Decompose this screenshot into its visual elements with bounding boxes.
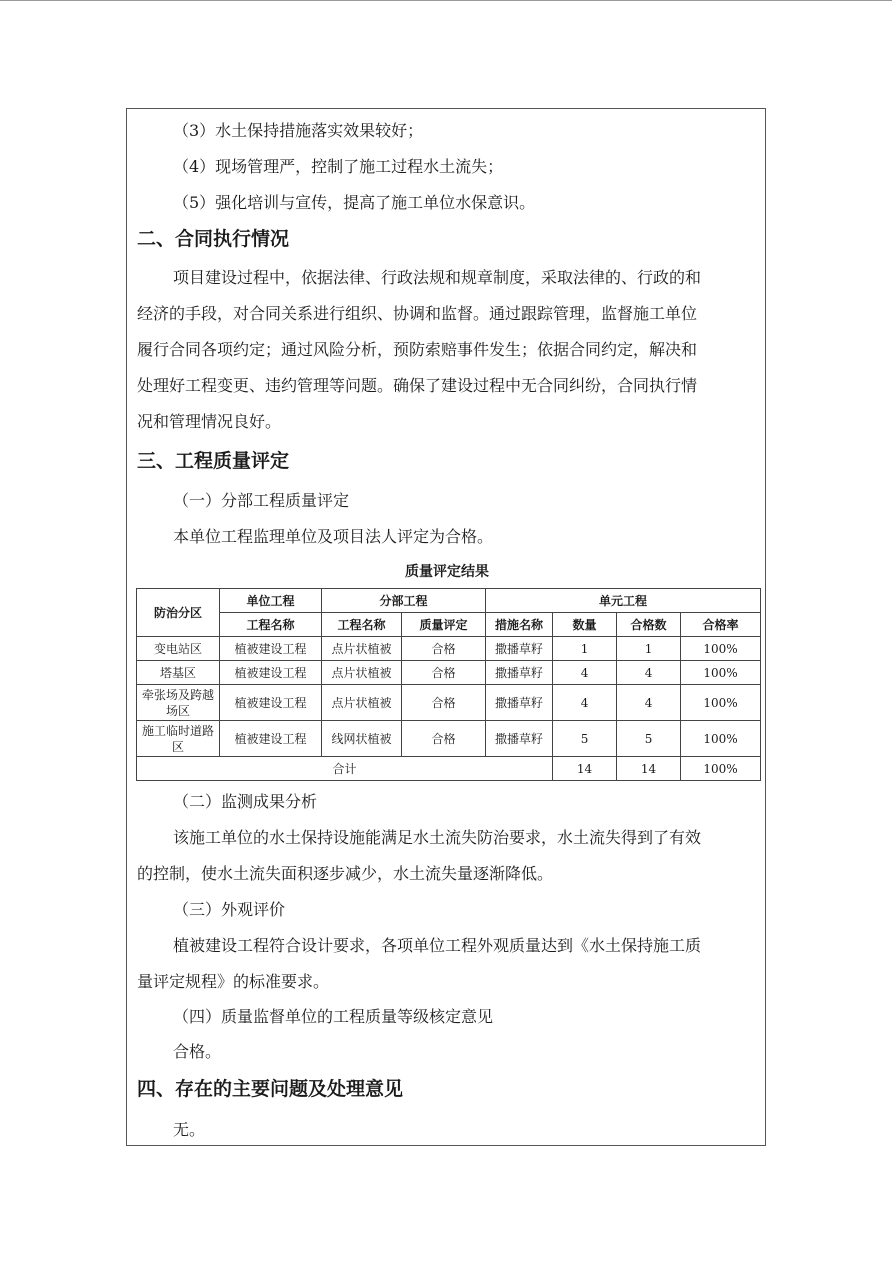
intro-item-3: （3）水土保持措施落实效果较好； xyxy=(173,121,424,140)
section3-sub2: （二）监测成果分析 xyxy=(173,792,318,811)
table-row xyxy=(137,721,761,757)
table-total-row xyxy=(137,757,761,781)
total-label: 合计 xyxy=(137,757,553,781)
cell-measure: 撒播草籽 xyxy=(486,721,553,757)
cell-rating: 合格 xyxy=(402,685,486,721)
intro-item-5: （5）强化培训与宣传，提高了施工单位水保意识。 xyxy=(173,193,536,212)
header-pass: 合格数 xyxy=(617,613,681,637)
table-caption: 质量评定结果 xyxy=(405,564,489,580)
cell-count: 4 xyxy=(553,661,617,685)
section3-sub4-text: 合格。 xyxy=(173,1042,222,1061)
cell-part: 点片状植被 xyxy=(322,661,402,685)
cell-measure: 撒播草籽 xyxy=(486,661,553,685)
header-part-name: 工程名称 xyxy=(322,613,402,637)
section3-sub3-line-1: 植被建设工程符合设计要求，各项单位工程外观质量达到《水土保持施工质 xyxy=(173,936,702,955)
header-measure: 措施名称 xyxy=(486,613,553,637)
header-count: 数量 xyxy=(553,613,617,637)
cell-rating: 合格 xyxy=(402,721,486,757)
cell-part: 点片状植被 xyxy=(322,685,402,721)
cell-rating: 合格 xyxy=(402,661,486,685)
cell-unit: 植被建设工程 xyxy=(220,721,322,757)
cell-measure: 撒播草籽 xyxy=(486,685,553,721)
section3-sub2-line-1: 该施工单位的水土保持设施能满足水土流失防治要求，水土流失得到了有效 xyxy=(173,828,702,847)
table-row xyxy=(137,637,761,661)
section3-sub2-line-2: 的控制，使水土流失面积逐步减少，水土流失量逐渐降低。 xyxy=(137,864,554,883)
cell-rate: 100% xyxy=(681,721,761,757)
cell-rate: 100% xyxy=(681,637,761,661)
cell-zone: 施工临时道路区 xyxy=(137,721,220,757)
section3-sub3-line-2: 量评定规程》的标准要求。 xyxy=(137,972,330,991)
cell-zone: 牵张场及跨越场区 xyxy=(137,685,220,721)
header-part-rating: 质量评定 xyxy=(402,613,486,637)
section3-sub1-text: 本单位工程监理单位及项目法人评定为合格。 xyxy=(173,527,494,546)
cell-zone: 变电站区 xyxy=(137,637,220,661)
header-zone: 防治分区 xyxy=(137,589,220,637)
top-rule xyxy=(0,0,892,1)
section2-heading: 二、合同执行情况 xyxy=(137,228,290,250)
total-count: 14 xyxy=(553,757,617,781)
section2-line-2: 经济的手段，对合同关系进行组织、协调和监督。通过跟踪管理，监督施工单位 xyxy=(137,304,698,323)
cell-count: 1 xyxy=(553,637,617,661)
table-row xyxy=(137,685,761,721)
cell-count: 5 xyxy=(553,721,617,757)
cell-rate: 100% xyxy=(681,661,761,685)
section2-line-4: 处理好工程变更、违约管理等问题。确保了建设过程中无合同纠纷，合同执行情 xyxy=(137,376,698,395)
total-pass: 14 xyxy=(617,757,681,781)
cell-zone: 塔基区 xyxy=(137,661,220,685)
cell-count: 4 xyxy=(553,685,617,721)
table-header-row-2 xyxy=(137,613,761,637)
section3-heading: 三、工程质量评定 xyxy=(137,450,290,472)
cell-part: 线网状植被 xyxy=(322,721,402,757)
header-part: 分部工程 xyxy=(322,589,486,613)
report-frame xyxy=(126,108,766,1146)
cell-unit: 植被建设工程 xyxy=(220,637,322,661)
section3-sub4: （四）质量监督单位的工程质量等级核定意见 xyxy=(173,1007,494,1026)
table-row xyxy=(137,661,761,685)
cell-rate: 100% xyxy=(681,685,761,721)
section2-line-1: 项目建设过程中，依据法律、行政法规和规章制度，采取法律的、行政的和 xyxy=(173,268,702,287)
cell-rating: 合格 xyxy=(402,637,486,661)
intro-item-4: （4）现场管理严，控制了施工过程水土流失； xyxy=(173,157,504,176)
cell-part: 点片状植被 xyxy=(322,637,402,661)
table-header-row-1 xyxy=(137,589,761,613)
cell-unit: 植被建设工程 xyxy=(220,661,322,685)
header-element: 单元工程 xyxy=(486,589,761,613)
cell-pass: 1 xyxy=(617,637,681,661)
header-unit: 单位工程 xyxy=(220,589,322,613)
cell-measure: 撒播草籽 xyxy=(486,637,553,661)
section4-text: 无。 xyxy=(173,1120,206,1139)
cell-pass: 5 xyxy=(617,721,681,757)
section2-line-5: 况和管理情况良好。 xyxy=(137,412,282,431)
section3-sub1: （一）分部工程质量评定 xyxy=(173,491,350,510)
header-unit-name: 工程名称 xyxy=(220,613,322,637)
quality-table xyxy=(136,588,761,781)
section2-line-3: 履行合同各项约定；通过风险分析，预防索赔事件发生；依据合同约定，解决和 xyxy=(137,340,698,359)
cell-unit: 植被建设工程 xyxy=(220,685,322,721)
cell-pass: 4 xyxy=(617,685,681,721)
section3-sub3: （三）外观评价 xyxy=(173,900,286,919)
cell-pass: 4 xyxy=(617,661,681,685)
total-rate: 100% xyxy=(681,757,761,781)
header-rate: 合格率 xyxy=(681,613,761,637)
section4-heading: 四、存在的主要问题及处理意见 xyxy=(137,1078,404,1100)
